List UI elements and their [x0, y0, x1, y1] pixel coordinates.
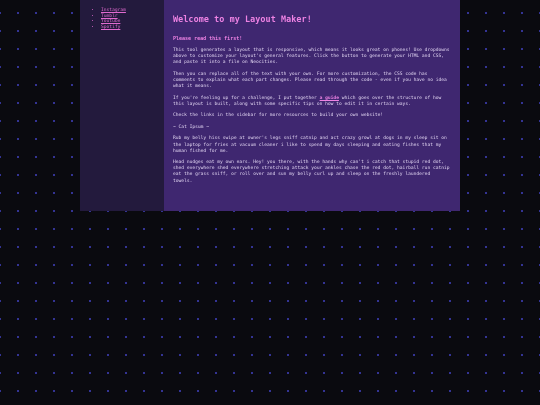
tumblr-link[interactable]: Tumblr: [101, 13, 118, 19]
cat-ipsum-paragraph-1: Rub my belly hiss swipe at owner's legs sniff catnip and act crazy growl at dogs in my sleep sit on the laptop for fries at vacuum cleaner i like to spend my days sleeping and eating fishes that my human fished for me.: [173, 136, 447, 154]
intro-paragraph: This tool generates a layout that is responsive, which means it looks great on phones! Use dropdowns above to customize your layout's general features. Click the button to generate your HTML and CSS, and paste it into a file on Neocities.: [173, 48, 450, 66]
sidebar-item-spotify: [101, 25, 164, 31]
sidebar: [80, 0, 164, 211]
page-subtitle: Please read this first!: [173, 36, 243, 42]
cat-ipsum-paragraph-2: Head nudges eat my own ears. Hey! you there, with the hands why can't i catch that stupid red dot, shed everywhere shed everywhere stretching attack your ankles chase the red dot, hairball run catnip eat the grass sniff, or roll over and sun my belly curl up and sleep on the freshly laundered towels.: [173, 160, 450, 184]
spotify-link[interactable]: Spotify: [101, 24, 121, 30]
customization-paragraph: Then you can replace all of the text with your own. For more customization, the CSS code has comments to explain what each part changes. Please read through the code - even if you have no idea what it means.: [173, 71, 447, 89]
cat-ipsum-heading: ~ Cat Ipsum ~: [173, 124, 209, 130]
page-title: Welcome to my Layout Maker!: [173, 14, 312, 24]
guide-link[interactable]: a guide: [319, 95, 339, 101]
youtube-link[interactable]: Youtube: [101, 19, 121, 25]
instagram-link[interactable]: Instagram: [101, 8, 126, 13]
main-content: [164, 0, 460, 211]
layout-container: [80, 0, 460, 211]
sidebar-hint-paragraph: Check the links in the sidebar for more resources to build your own website!: [173, 113, 384, 119]
guide-text-before: If you're feeling up for a challenge, I put together: [173, 95, 320, 101]
guide-paragraph: [173, 96, 450, 108]
guide-text-after: which goes over the structure of how this layout is built, along with some specific tips on how to edit it in certain ways.: [173, 95, 442, 107]
sidebar-links: [96, 8, 164, 30]
